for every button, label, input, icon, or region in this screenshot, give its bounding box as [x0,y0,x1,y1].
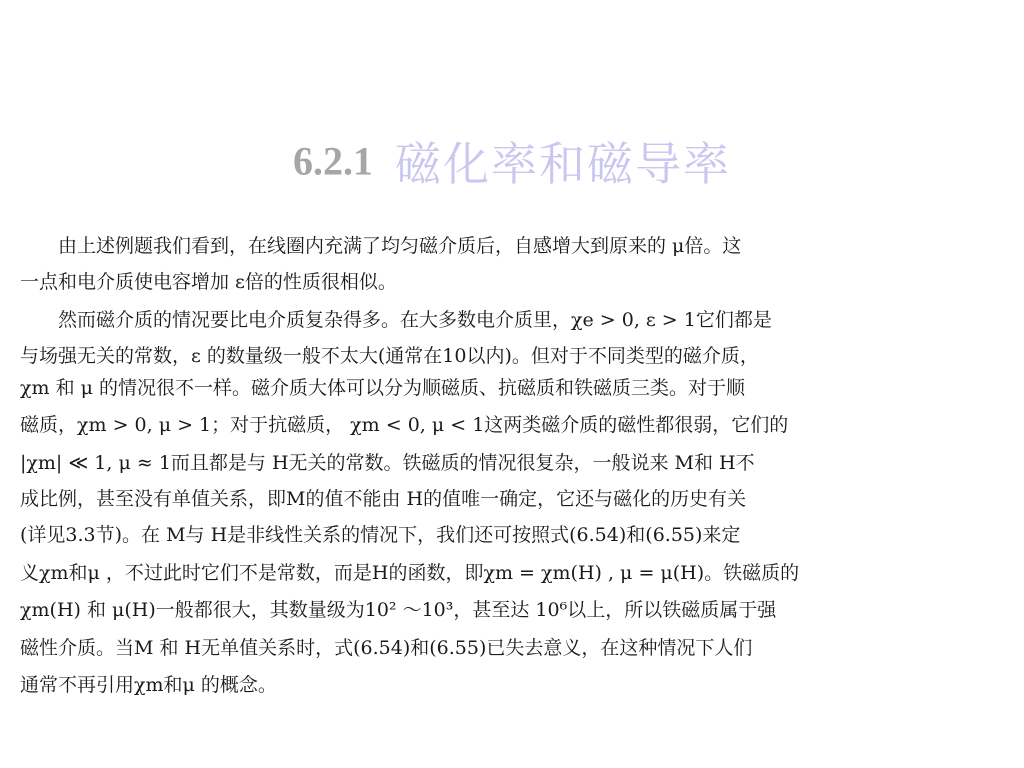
paragraph-1-line-1: 由上述例题我们看到，在线圈内充满了均匀磁介质后，自感增大到原来的 μ倍。这 [58,235,742,257]
paragraph-2-line-6: 成比例，甚至没有单值关系，即M的值不能由 H的值唯一确定，它还与磁化的历史有关 [20,488,747,510]
paragraph-2-line-2: 与场强无关的常数，ε 的数量级一般不太大(通常在10以内)。但对于不同类型的磁介质， [20,345,759,367]
paragraph-2-line-5: |χm| ≪ 1, μ ≈ 1而且都是与 H无关的常数。铁磁质的情况很复杂，一般说来 M和 H不 [20,452,755,474]
paragraph-2-line-10: 磁性介质。当M 和 H无单值关系时，式(6.54)和(6.55)已失去意义，在这种情况下人们 [20,637,753,659]
paragraph-2-line-9: χm(H) 和 μ(H)一般都很大，其数量级为10² ～10³，甚至达 10⁶以上，所以铁磁质属于强 [20,599,777,621]
section-title [0,128,1024,194]
paragraph-2-line-11: 通常不再引用χm和μ 的概念。 [20,674,277,696]
section-heading: 磁化率和磁导率 [395,137,731,191]
section-number: 6.2.1 [293,138,373,184]
paragraph-1-line-2: 一点和电介质使电容增加 ε倍的性质很相似。 [20,271,397,293]
paragraph-2-line-3: χm 和 μ 的情况很不一样。磁介质大体可以分为顺磁质、抗磁质和铁磁质三类。对于顺 [20,377,745,399]
paragraph-2-line-7: (详见3.3节)。在 M与 H是非线性关系的情况下，我们还可按照式(6.54)和(6.55)来定 [20,524,741,546]
paragraph-2-line-1: 然而磁介质的情况要比电介质复杂得多。在大多数电介质里，χe > 0, ε > 1它们都是 [58,309,772,331]
paragraph-2-line-8: 义χm和μ ，不过此时它们不是常数，而是H的函数，即χm = χm(H) , μ = μ(H)。铁磁质的 [20,562,800,584]
paragraph-2-line-4: 磁质，χm > 0, μ > 1；对于抗磁质， χm < 0, μ < 1这两类磁介质的磁性都很弱，它们的 [20,414,789,436]
